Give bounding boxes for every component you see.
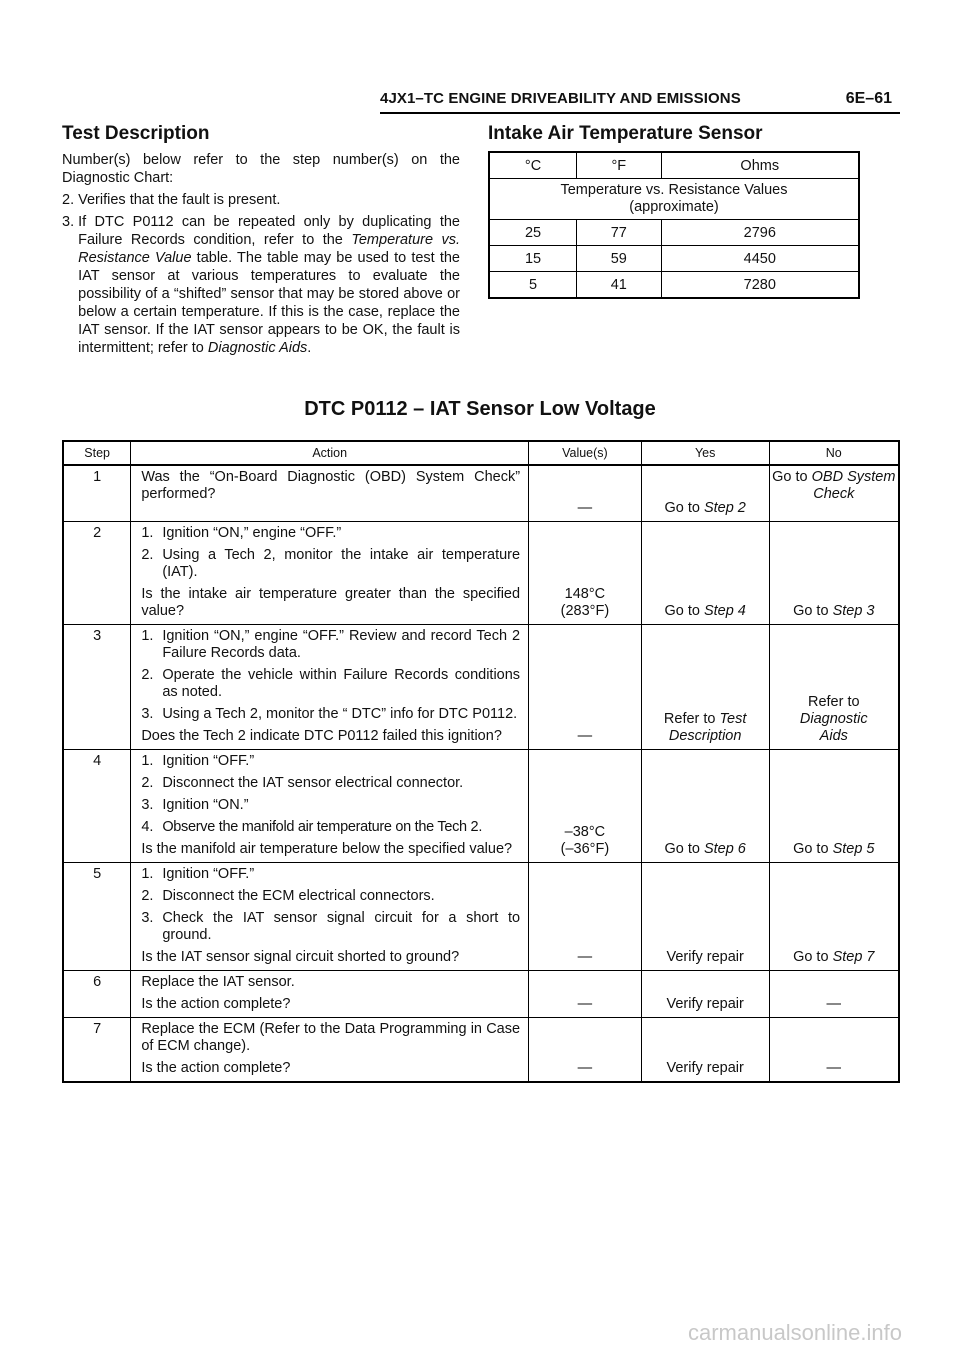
step-action: 1. Ignition “OFF.” 2. Disconnect the ECM electrical connectors. 3. Check the IAT sensor signal circuit for a short to ground. Is the IAT sensor signal circuit shorted to ground?: [131, 862, 529, 970]
step-yes: Go to Step 4: [641, 521, 769, 624]
step-yes: Verify repair: [641, 970, 769, 1017]
page-number: 6E–61: [845, 90, 892, 107]
chart-header-row: [63, 441, 899, 465]
table-row: [63, 1017, 899, 1082]
step-no: Go to Step 3: [769, 521, 899, 624]
watermark: carmanualsonline.info: [687, 1320, 902, 1345]
col-fahrenheit: °F: [577, 152, 661, 179]
table-caption-row: [489, 179, 859, 220]
table-row: [63, 624, 899, 749]
table-row: [63, 749, 899, 862]
step-no: Go to Step 7: [769, 862, 899, 970]
header-step: Step: [63, 441, 131, 465]
step-yes: Refer to Test Description: [641, 624, 769, 749]
section-title: 4JX1–TC ENGINE DRIVEABILITY AND EMISSIONS: [380, 90, 741, 107]
table-row: 15 59 4450: [489, 246, 859, 272]
table-row: [63, 970, 899, 1017]
header-yes: Yes: [641, 441, 769, 465]
col-ohms: Ohms: [661, 152, 859, 179]
goto-step-2-link[interactable]: Step 2: [703, 499, 746, 516]
col-celsius: °C: [489, 152, 577, 179]
step-action: 1. Ignition “ON,” engine “OFF.” Review and record Tech 2 Failure Records data. 2. Operate the vehicle within Failure Records conditions as noted. 3. Using a Tech 2, monitor the “ DTC” info for DTC P0112. Does the Tech 2 indicate DTC P0112 failed this ignition?: [131, 624, 529, 749]
step-value: –38°C (–36°F): [529, 749, 642, 862]
step-no: Refer to Diagnostic Aids: [769, 624, 899, 749]
table-row: [63, 521, 899, 624]
test-description-item-2: 2. Verifies that the fault is present.: [62, 192, 281, 208]
step-number: 5: [63, 862, 131, 970]
step-number: 2: [63, 521, 131, 624]
step-number: 1: [63, 465, 131, 521]
step-number: 3: [63, 624, 131, 749]
goto-step-3-link[interactable]: Step 3: [832, 602, 875, 619]
step-value: —: [529, 1017, 642, 1082]
test-description-item-3: [62, 213, 460, 357]
temp-resistance-table: [488, 151, 860, 299]
header-rule: [380, 112, 900, 114]
item-3-number: 3.: [62, 214, 79, 230]
header-action: Action: [131, 441, 529, 465]
step-yes: Verify repair: [641, 1017, 769, 1082]
obd-system-check-link[interactable]: OBD System Check: [811, 469, 896, 502]
step-action: 1. Ignition “ON,” engine “OFF.” 2. Using a Tech 2, monitor the intake air temperature (IAT). Is the intake air temperature greater than the specified value?: [131, 521, 529, 624]
step-value: —: [529, 624, 642, 749]
table-header-row: [489, 152, 859, 179]
step-no: —: [769, 1017, 899, 1082]
iat-sensor-heading: Intake Air Temperature Sensor: [488, 123, 763, 144]
step-action: Was the “On-Board Diagnostic (OBD) System Check” performed?: [131, 465, 529, 521]
table-row: [63, 862, 899, 970]
item-3-body: If DTC P0112 can be repeated only by duplicating the Failure Records condition, refer to the Temperature vs. Resistance Value table. The table may be used to test the IAT sensor at various temperatures to evaluate the possibility of a “shifted” sensor that may be stored above or below a certain temperature. If this is the case, replace the IAT sensor. If the IAT sensor appears to be OK, the fault is intermittent; refer to Diagnostic Aids.: [78, 214, 461, 356]
page-header: [380, 90, 900, 118]
step-action: Replace the IAT sensor. Is the action complete?: [131, 970, 529, 1017]
goto-step-7-link[interactable]: Step 7: [832, 948, 875, 965]
step-number: 6: [63, 970, 131, 1017]
iat-sensor-section: [488, 123, 860, 299]
step-no: Go to Step 5: [769, 749, 899, 862]
table-row: 25 77 2796: [489, 220, 859, 246]
step-yes: Go to Step 2: [641, 465, 769, 521]
step-value: —: [529, 862, 642, 970]
table-row: 5 41 7280: [489, 272, 859, 299]
test-description-heading: Test Description: [62, 123, 210, 144]
header-values: Value(s): [529, 441, 642, 465]
step-number: 7: [63, 1017, 131, 1082]
step-number: 4: [63, 749, 131, 862]
diagnostic-chart: [62, 440, 900, 1083]
step-value: 148°C (283°F): [529, 521, 642, 624]
diagnostic-aids-link[interactable]: Diagnostic Aids: [799, 710, 868, 744]
table-row: [63, 465, 899, 521]
test-description: [62, 123, 460, 361]
step-no: —: [769, 970, 899, 1017]
step-no: Go to OBD System Check: [769, 465, 899, 521]
header-no: No: [769, 441, 899, 465]
goto-step-6-link[interactable]: Step 6: [703, 840, 746, 857]
goto-step-5-link[interactable]: Step 5: [832, 840, 875, 857]
step-action: Replace the ECM (Refer to the Data Programming in Case of ECM change). Is the action complete?: [131, 1017, 529, 1082]
table-caption: Temperature vs. Resistance Values (approximate): [489, 179, 859, 220]
step-yes: Go to Step 6: [641, 749, 769, 862]
test-description-intro: Number(s) below refer to the step number(s) on the Diagnostic Chart:: [62, 152, 460, 186]
diagnostic-aids-link[interactable]: Diagnostic Aids: [207, 340, 308, 356]
dtc-title: DTC P0112 – IAT Sensor Low Voltage: [304, 398, 656, 420]
step-yes: Verify repair: [641, 862, 769, 970]
step-action: 1. Ignition “OFF.” 2. Disconnect the IAT sensor electrical connector. 3. Ignition “ON.” 4. Observe the manifold air temperature on the Tech 2. Is the manifold air temperature below the specified value?: [131, 749, 529, 862]
step-value: —: [529, 465, 642, 521]
test-description-link[interactable]: Test Description: [668, 710, 747, 744]
goto-step-4-link[interactable]: Step 4: [703, 602, 746, 619]
temp-resistance-link[interactable]: Temperature vs. Resistance Value: [78, 232, 461, 266]
step-value: —: [529, 970, 642, 1017]
